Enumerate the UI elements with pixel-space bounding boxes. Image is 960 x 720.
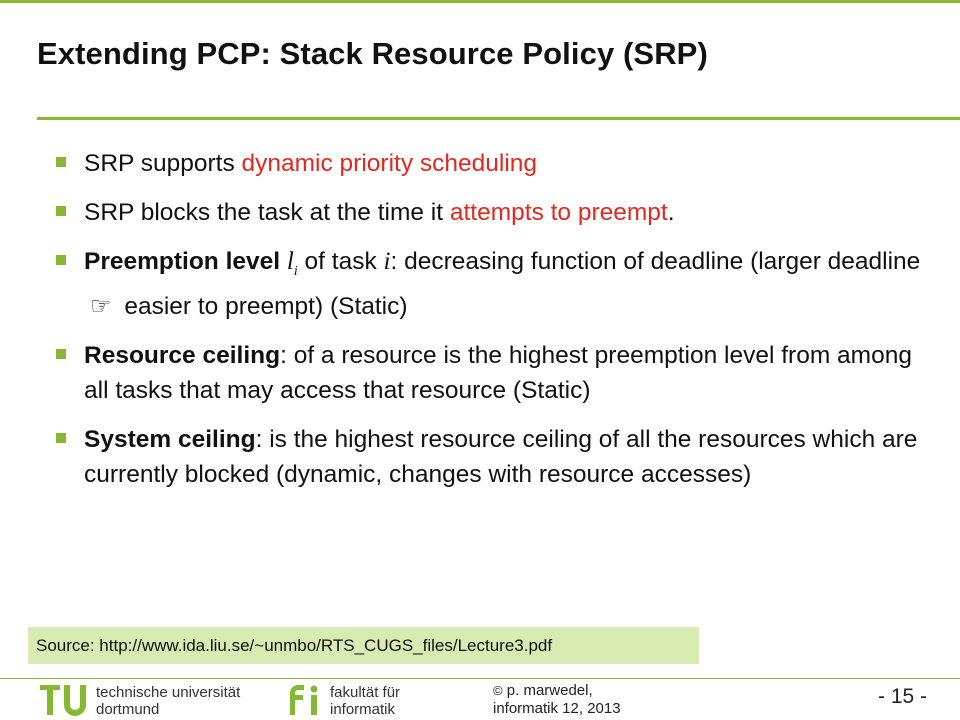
term-system-ceiling: System ceiling (84, 426, 256, 453)
source-citation-text: Source: http://www.ida.liu.se/~unmbo/RTS_CUGS_files/Lecture3.pdf (36, 636, 553, 655)
bullet-dynamic-priority (56, 146, 926, 181)
title-underline-rule (37, 117, 960, 120)
bullet-text: : is the highest resource ceiling of all the resources which are currently blocked (dynamic, changes with resource accesses) (84, 426, 918, 488)
bullet-text-end: . (667, 199, 675, 226)
bullet-list (56, 146, 926, 492)
bullet-highlight: attempts to preempt (449, 199, 668, 226)
faculty-name: fakultät für informatik (330, 684, 401, 718)
pointing-hand-icon: ☞ (90, 293, 112, 320)
term-resource-ceiling: Resource ceiling (84, 342, 281, 369)
var-l: l (286, 248, 294, 275)
bullet-blocking (56, 195, 926, 230)
bullet-preemption-level (56, 244, 926, 324)
copyright-notice: © p. marwedel, informatik 12, 2013 (493, 682, 621, 717)
source-citation-box (28, 627, 699, 664)
bullet-text: SRP supports (84, 150, 242, 177)
bullet-highlight: dynamic priority scheduling (241, 150, 538, 177)
top-accent-rule (0, 0, 960, 3)
bullet-text-end: easier to preempt) (Static) (124, 293, 408, 320)
var-l-subscript: i (293, 264, 298, 279)
university-name: technische universität dortmund (96, 684, 241, 718)
copyright-icon: © (493, 683, 503, 698)
bullet-square-icon (56, 157, 66, 167)
bullet-square-icon (56, 349, 66, 359)
faculty-logo-icon (286, 683, 324, 717)
bullet-square-icon (56, 255, 66, 265)
bullet-square-icon (56, 433, 66, 443)
bullet-system-ceiling (56, 422, 926, 492)
bullet-text-mid: of task (297, 248, 384, 275)
bullet-text: SRP blocks the task at the time it (84, 199, 450, 226)
page-number: - 15 - (878, 685, 928, 708)
bullet-text-after-var: : decreasing function of deadline (larger deadline (390, 248, 921, 275)
bullet-resource-ceiling (56, 338, 926, 408)
term-preemption-level: Preemption level (84, 248, 281, 275)
bullet-square-icon (56, 206, 66, 216)
slide-title: Extending PCP: Stack Resource Policy (SRP) (37, 36, 708, 71)
footer-rule (0, 678, 960, 679)
bullet-text: : of a resource is the highest preemption level from among all tasks that may access that resource (Static) (84, 342, 912, 404)
tu-dortmund-logo-icon (40, 683, 90, 717)
var-task: i (383, 248, 391, 275)
